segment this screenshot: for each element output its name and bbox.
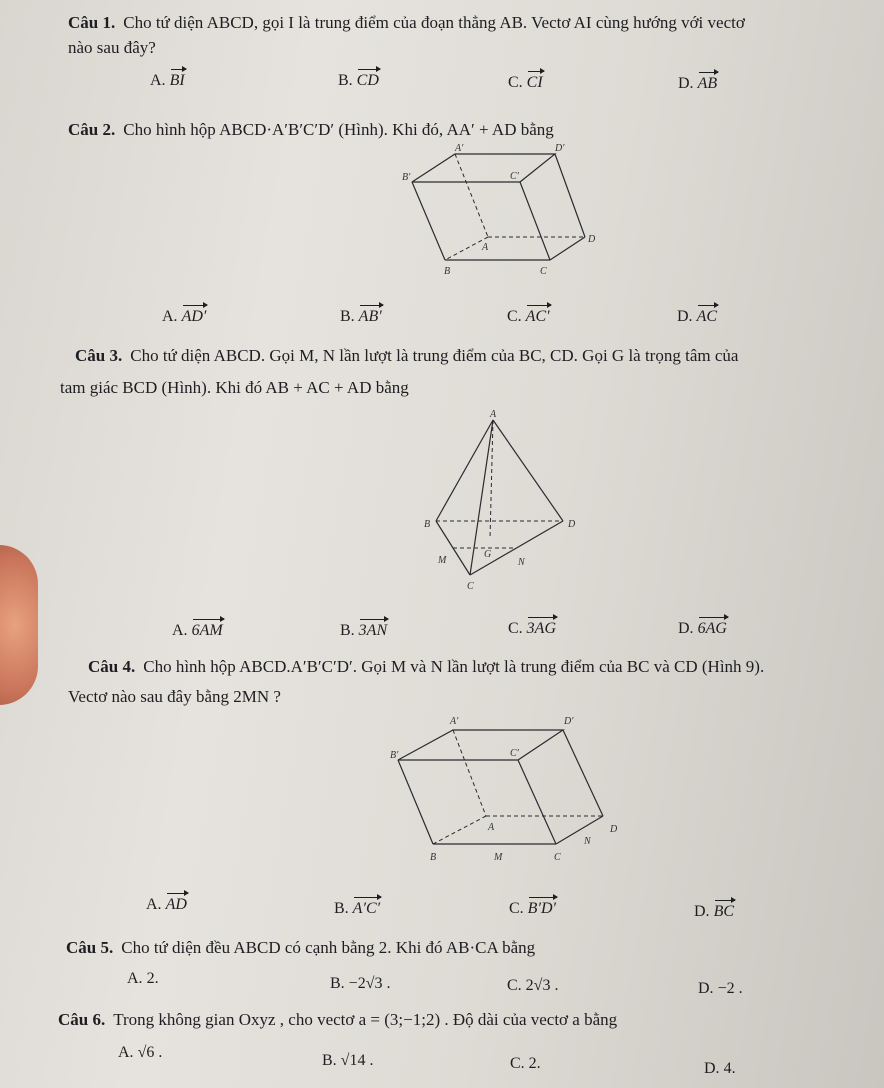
q4-stem: Cho hình hộp ABCD.A′B′C′D′. Gọi M và N lần lượt là trung điểm của BC và CD (Hình 9).	[143, 657, 765, 676]
q5-option-a[interactable]: A. 2.	[127, 970, 159, 987]
q3-text2: tam giác BCD (Hình). Khi đó AB + AC + AD bằng	[60, 378, 409, 397]
q2-fig-label-a1: A′	[455, 143, 464, 154]
q3-fig-label-g: G	[484, 549, 492, 560]
q4-fig-label-n: N	[584, 836, 591, 847]
q3-option-a[interactable]: A. 6AM	[172, 622, 223, 639]
q4-fig-label-m: M	[494, 852, 503, 863]
q1-option-d[interactable]: D. AB	[678, 75, 718, 92]
q3-option-d[interactable]: D. 6AG	[678, 620, 727, 637]
q2-label: Câu 2.	[68, 120, 116, 139]
q2-fig-label-d1: D′	[555, 143, 565, 154]
q2-fig-label-d: D	[588, 234, 596, 245]
q2-fig-label-b1: B′	[402, 172, 411, 183]
q2-option-c[interactable]: C. AC′	[507, 308, 550, 325]
q4-fig-label-c1: C′	[510, 748, 519, 759]
q2-option-d[interactable]: D. AC	[677, 308, 718, 325]
q3-text	[75, 346, 738, 366]
q3-fig-label-m: M	[438, 555, 447, 566]
q2-fig-label-c1: C′	[510, 171, 519, 182]
q2-stem: Cho hình hộp ABCD·A′B′C′D′ (Hình). Khi đó, AA′ + AD bằng	[123, 120, 554, 139]
q6-option-a[interactable]: A. √6 .	[118, 1044, 163, 1061]
q5-option-c[interactable]: C. 2√3 .	[507, 977, 559, 994]
q5-option-d[interactable]: D. −2 .	[698, 980, 743, 997]
q4-option-d[interactable]: D. BC	[694, 903, 735, 920]
q3-fig-label-a: A	[490, 409, 497, 420]
q2-fig-label-c: C	[540, 266, 547, 277]
q6-stem: Trong không gian Oxyz , cho vectơ a = (3;−1;2) . Độ dài của vectơ a bằng	[113, 1010, 618, 1029]
q3-fig-label-d: D	[568, 519, 576, 530]
q1-option-a[interactable]: A. BI	[150, 72, 185, 89]
q4-fig-label-b: B	[430, 852, 437, 863]
q4-fig-label-d: D	[610, 824, 618, 835]
q3-option-c[interactable]: C. 3AG	[508, 620, 556, 637]
q2-figure-box	[400, 142, 600, 292]
q4-label: Câu 4.	[88, 657, 136, 676]
q5-option-b[interactable]: B. −2√3 .	[330, 975, 391, 992]
q3-label: Câu 3.	[75, 346, 123, 365]
q3-fig-label-b: B	[424, 519, 431, 530]
q1-option-c[interactable]: C. CI	[508, 74, 543, 91]
q4-fig-label-a: A	[488, 822, 495, 833]
q6-option-b[interactable]: B. √14 .	[322, 1052, 374, 1069]
q2-text	[68, 120, 554, 140]
q4-option-a[interactable]: A. AD	[146, 896, 187, 913]
q4-option-c[interactable]: C. B′D′	[509, 900, 556, 917]
q1-text	[68, 13, 745, 33]
q2-fig-label-b: B	[444, 266, 451, 277]
q6-label: Câu 6.	[58, 1010, 106, 1029]
q4-fig-label-c: C	[554, 852, 561, 863]
q5-label: Câu 5.	[66, 938, 114, 957]
q5-stem: Cho tứ diện đều ABCD có cạnh bằng 2. Khi đó AB·CA bằng	[121, 938, 536, 957]
q5-text	[66, 938, 535, 958]
q3-figure-tetra	[418, 405, 588, 595]
q4-text	[88, 657, 764, 677]
q2-option-b[interactable]: B. AB′	[340, 308, 382, 325]
q4-text2: Vectơ nào sau đây bằng 2MN ?	[68, 687, 281, 706]
q1-stem: Cho tứ diện ABCD, gọi I là trung điểm của đoạn thẳng AB. Vectơ AI cùng hướng với vectơ	[123, 13, 745, 32]
q1-text2: nào sau đây?	[68, 38, 156, 57]
q3-stem: Cho tứ diện ABCD. Gọi M, N lần lượt là trung điểm của BC, CD. Gọi G là trọng tâm của	[130, 346, 739, 365]
q4-fig-label-a1: A′	[450, 716, 459, 727]
q4-option-b[interactable]: B. A′C′	[334, 900, 381, 917]
q6-text	[58, 1010, 617, 1030]
q6-option-d[interactable]: D. 4.	[704, 1060, 736, 1077]
finger	[0, 545, 38, 705]
q1-option-b[interactable]: B. CD	[338, 72, 379, 89]
q3-fig-label-c: C	[467, 581, 474, 592]
q2-fig-label-a: A	[482, 242, 489, 253]
q4-figure-box	[388, 708, 638, 868]
q3-fig-label-n: N	[518, 557, 525, 568]
q4-fig-label-d1: D′	[564, 716, 574, 727]
q4-fig-label-b1: B′	[390, 750, 399, 761]
q3-option-b[interactable]: B. 3AN	[340, 622, 388, 639]
q2-option-a[interactable]: A. AD′	[162, 308, 207, 325]
q6-option-c[interactable]: C. 2.	[510, 1055, 541, 1072]
q1-label: Câu 1.	[68, 13, 116, 32]
